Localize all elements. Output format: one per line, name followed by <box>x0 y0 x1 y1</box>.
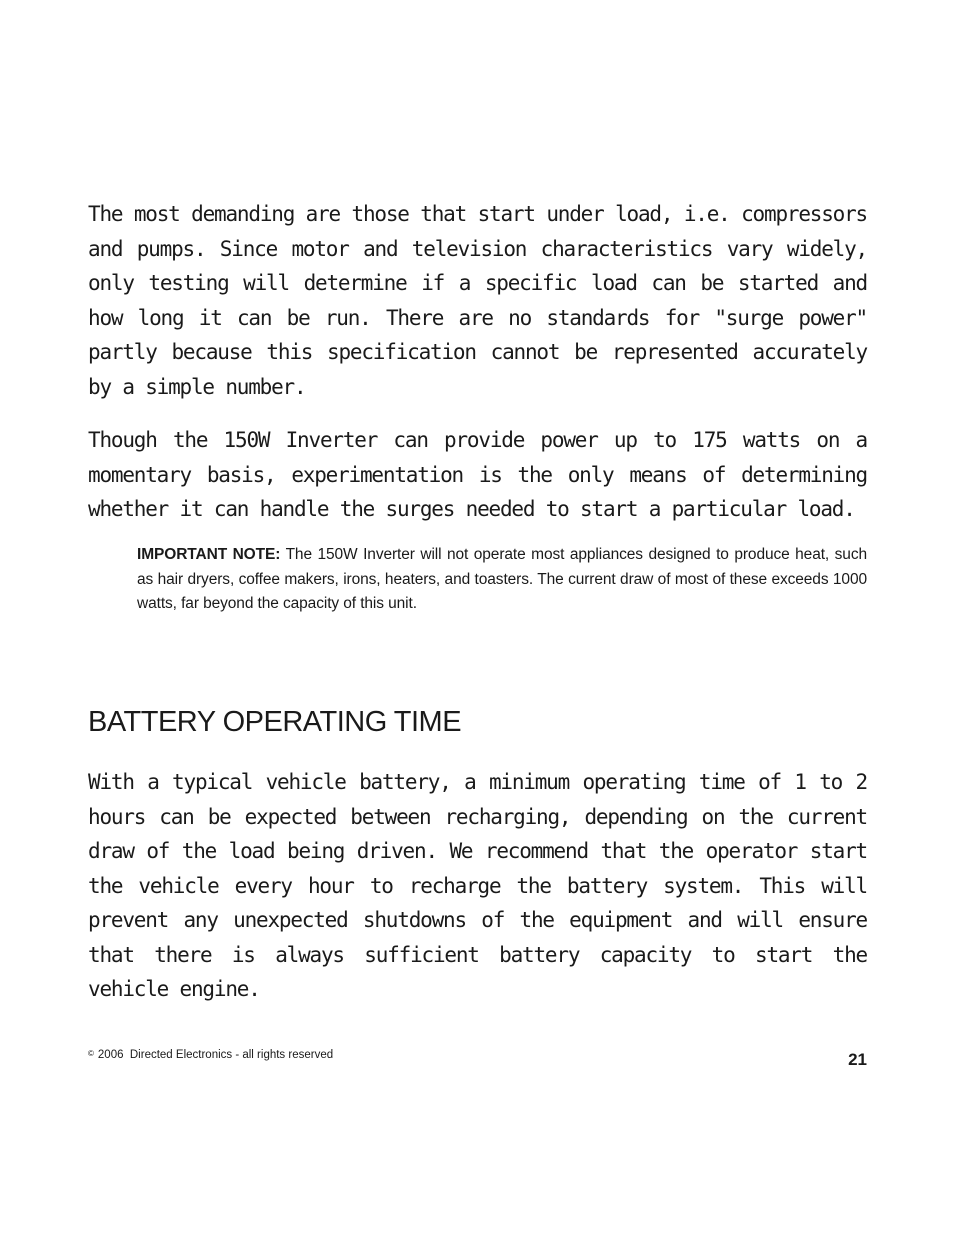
copyright-text: 2006 Directed Electronics - all rights reserved <box>97 1049 334 1061</box>
paragraph-battery-time: With a typical vehicle battery, a minimum operating time of 1 to 2 hours can be expected between recharging, depending on the current draw of the load being driven. We recommend that the operator start the vehicle every hour to recharge the battery system. This will prevent any unexpected shutdowns of the equipment and will ensure that there is always sufficient battery capacity to start the vehicle engine. <box>88 770 867 1001</box>
important-note-label: IMPORTANT NOTE: <box>137 546 281 563</box>
footer-copyright <box>88 1049 333 1061</box>
page-number: 21 <box>848 1050 867 1069</box>
document-page <box>88 0 867 1235</box>
important-note <box>137 543 867 617</box>
section-heading: BATTERY OPERATING TIME <box>88 706 462 738</box>
paragraph-inverter-capacity: Though the 150W Inverter can provide power up to 175 watts on a momentary basis, experimentation is the only means of determining whether it can handle the surges needed to start a particular load. <box>88 428 867 521</box>
copyright-symbol: © <box>88 1049 94 1058</box>
paragraph-surge-loads: The most demanding are those that start under load, i.e. compressors and pumps. Since motor and television characteristics vary widely, only testing will determine if a specific load can be started and how long it can be run. There are no standards for "surge power" partly because this specification cannot be represented accurately by a simple number. <box>88 202 867 399</box>
important-note-text: The 150W Inverter will not operate most appliances designed to produce heat, such as hair dryers, coffee makers, irons, heaters, and toasters. The current draw of most of these exceeds 1000 watts, far beyond the capacity of this unit. <box>137 546 867 612</box>
